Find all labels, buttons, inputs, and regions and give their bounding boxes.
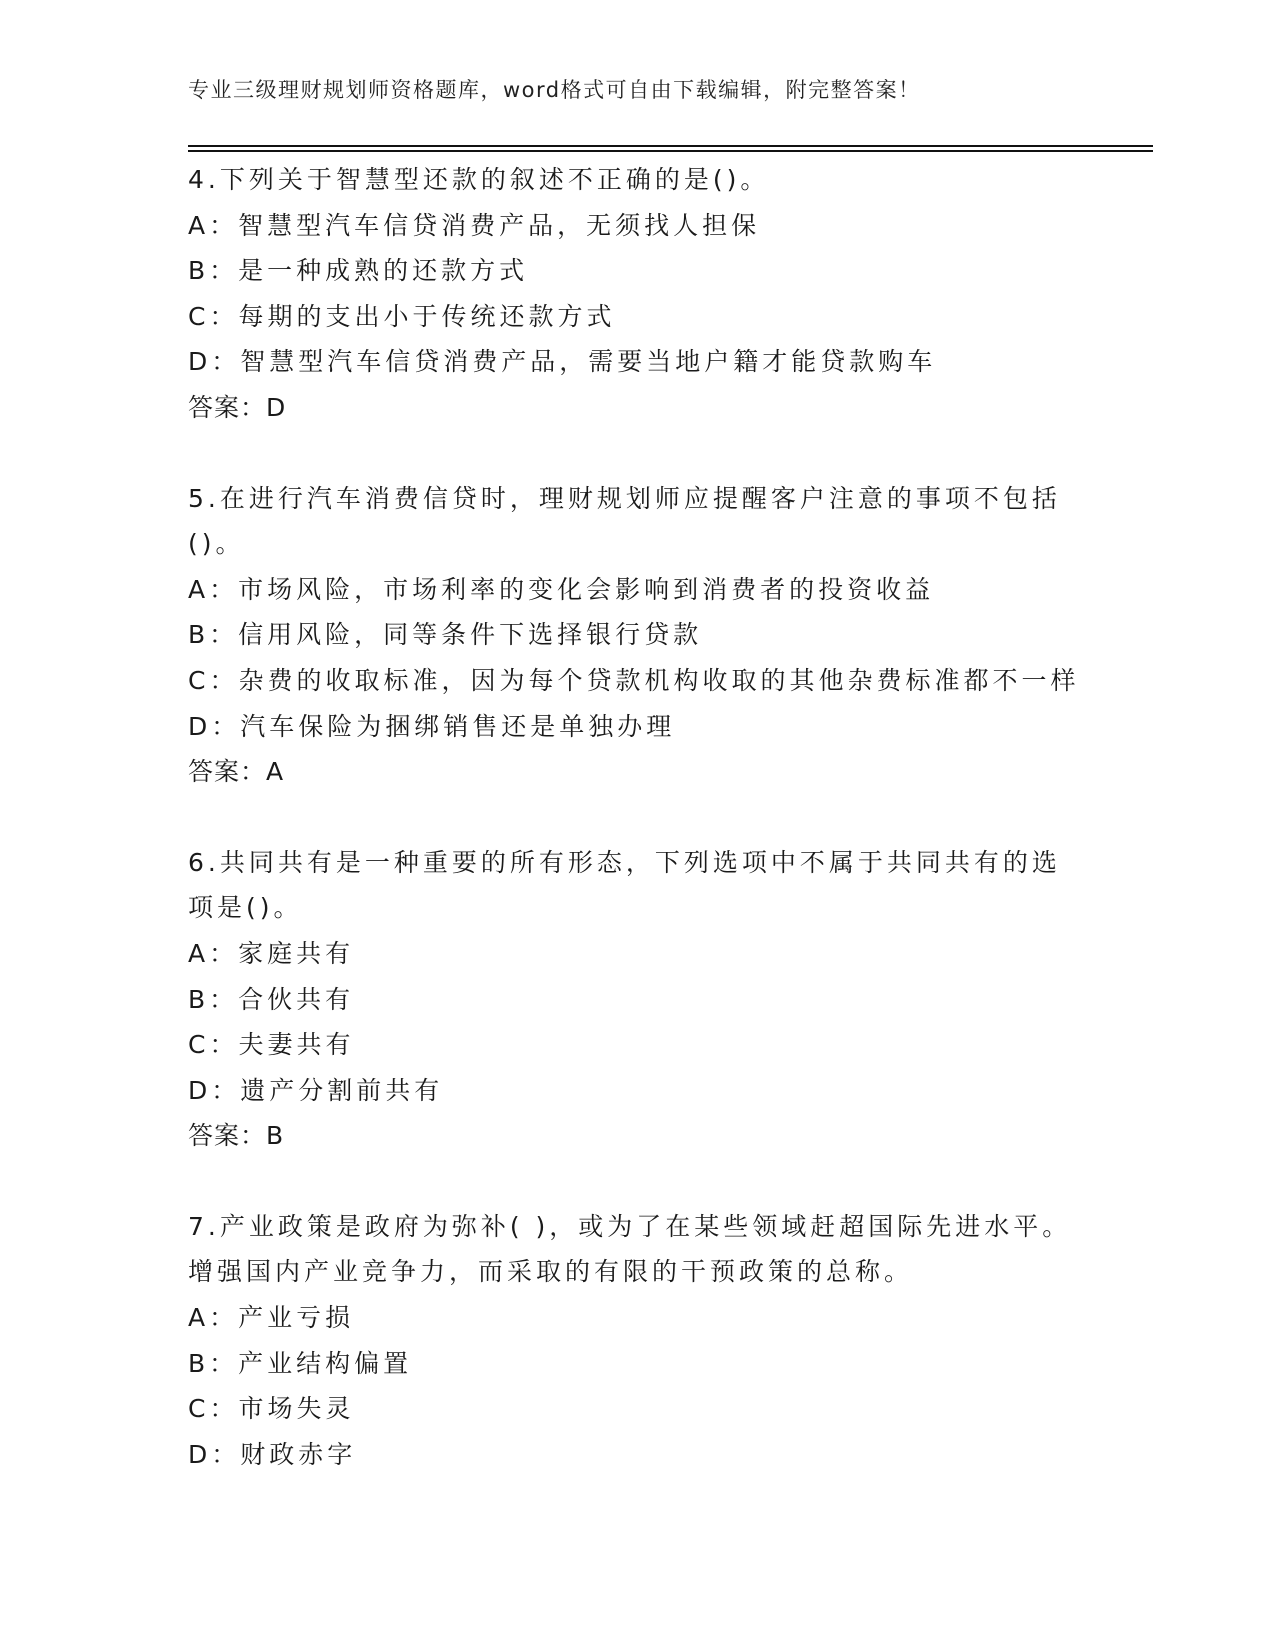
- page-header: 专业三级理财规划师资格题库，word格式可自由下载编辑，附完整答案！: [188, 78, 921, 102]
- header-rule-bottom: [188, 150, 1153, 152]
- question-block: [188, 1204, 1088, 1478]
- option-c: C：杂费的收取标准，因为每个贷款机构收取的其他杂费标准都不一样: [188, 665, 1080, 695]
- answer-line: 答案：B: [188, 1121, 285, 1151]
- question-stem-continued: 增强国内产业竞争力，而采取的有限的干预政策的总称。: [188, 1257, 914, 1287]
- option-a: A：产业亏损: [188, 1303, 355, 1333]
- option-d: D：智慧型汽车信贷消费产品，需要当地户籍才能贷款购车: [188, 347, 937, 377]
- question-list: [188, 157, 1088, 1477]
- question-stem: 5.在进行汽车消费信贷时，理财规划师应提醒客户注意的事项不包括: [188, 483, 1061, 513]
- question-stem: 7.产业政策是政府为弥补( )，或为了在某些领域赶超国际先进水平。: [188, 1211, 1072, 1241]
- question-stem-continued: ()。: [188, 529, 245, 559]
- option-b: B：信用风险，同等条件下选择银行贷款: [188, 620, 703, 650]
- answer-line: 答案：D: [188, 392, 287, 422]
- question-stem: 6.共同共有是一种重要的所有形态，下列选项中不属于共同共有的选: [188, 847, 1061, 877]
- option-d: D：财政赤字: [188, 1439, 357, 1469]
- question-stem: 4.下列关于智慧型还款的叙述不正确的是()。: [188, 165, 770, 194]
- option-b: B：是一种成熟的还款方式: [188, 256, 529, 286]
- question-block: [188, 840, 1088, 1159]
- option-a: A：市场风险，市场利率的变化会影响到消费者的投资收益: [188, 574, 935, 604]
- option-a: A：智慧型汽车信贷消费产品，无须找人担保: [188, 210, 761, 240]
- question-stem-continued: 项是()。: [188, 893, 303, 923]
- option-a: A：家庭共有: [188, 938, 355, 968]
- option-d: D：遗产分割前共有: [188, 1075, 444, 1105]
- question-block: [188, 157, 1088, 431]
- option-b: B：合伙共有: [188, 984, 355, 1014]
- option-c: C：每期的支出小于传统还款方式: [188, 301, 616, 331]
- option-c: C：夫妻共有: [188, 1030, 355, 1060]
- header-rule-top: [188, 145, 1153, 147]
- option-c: C：市场失灵: [188, 1394, 355, 1424]
- option-d: D：汽车保险为捆绑销售还是单独办理: [188, 711, 676, 741]
- answer-line: 答案：A: [188, 757, 285, 787]
- option-b: B：产业结构偏置: [188, 1348, 413, 1378]
- question-block: [188, 476, 1088, 795]
